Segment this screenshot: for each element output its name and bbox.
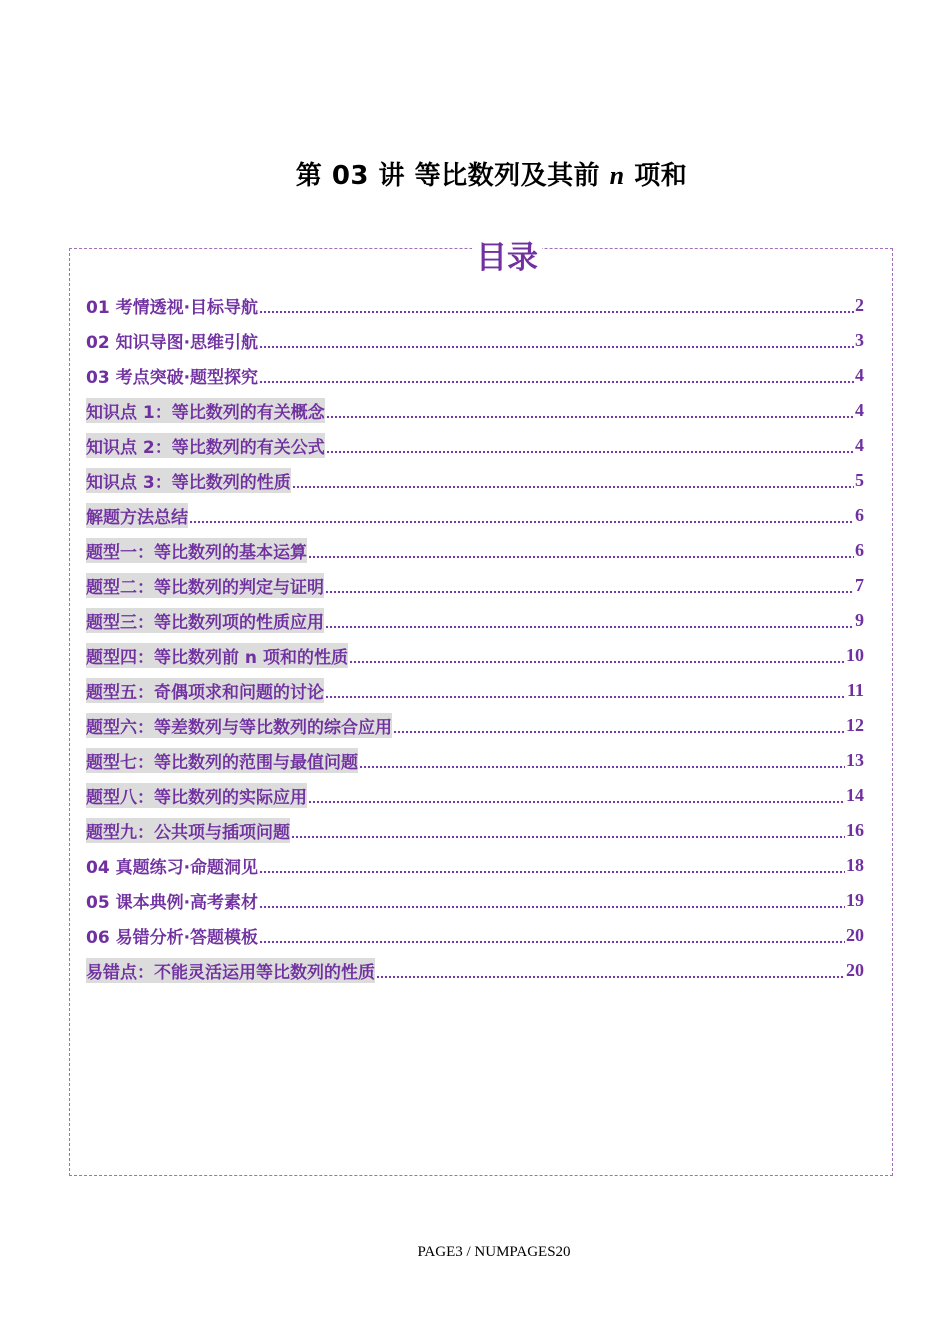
- toc-entry-label[interactable]: 题型九：公共项与插项问题: [86, 818, 290, 843]
- toc-dot-leader: [359, 765, 845, 769]
- toc-entry[interactable]: [86, 428, 864, 463]
- toc-entry-page-number[interactable]: 6: [855, 540, 864, 560]
- toc-entry-page-number[interactable]: 6: [855, 505, 864, 525]
- toc-entry-label[interactable]: 题型二：等比数列的判定与证明: [86, 573, 324, 598]
- toc-dot-leader: [376, 975, 845, 979]
- toc-entry-page-number[interactable]: 20: [846, 925, 864, 945]
- toc-list: [86, 288, 864, 988]
- title-suffix: 项和: [634, 161, 688, 191]
- toc-entry-label[interactable]: 06 易错分析·答题模板: [86, 928, 259, 948]
- title-variable: n: [609, 161, 625, 190]
- toc-entry[interactable]: [86, 393, 864, 428]
- toc-entry[interactable]: [86, 638, 864, 673]
- toc-dot-leader: [291, 835, 845, 839]
- toc-dot-leader: [308, 800, 845, 804]
- toc-entry[interactable]: [86, 883, 864, 918]
- toc-dot-leader: [393, 730, 845, 734]
- toc-entry-label[interactable]: 题型六：等差数列与等比数列的综合应用: [86, 713, 392, 738]
- toc-entry[interactable]: [86, 288, 864, 323]
- toc-entry[interactable]: [86, 498, 864, 533]
- toc-entry-page-number[interactable]: 3: [855, 330, 864, 350]
- toc-entry-label[interactable]: 知识点 1：等比数列的有关概念: [86, 398, 325, 423]
- toc-entry[interactable]: [86, 603, 864, 638]
- toc-entry-label[interactable]: 03 考点突破·题型探究: [86, 368, 259, 388]
- toc-entry-label[interactable]: 题型七：等比数列的范围与最值问题: [86, 748, 358, 773]
- toc-entry-label[interactable]: 知识点 2：等比数列的有关公式: [86, 433, 325, 458]
- toc-heading-text: 目录: [472, 240, 542, 276]
- toc-entry-page-number[interactable]: 11: [846, 680, 864, 700]
- toc-entry-page-number[interactable]: 9: [855, 610, 864, 630]
- toc-entry[interactable]: [86, 533, 864, 568]
- toc-dot-leader: [325, 695, 846, 699]
- toc-heading: [0, 232, 950, 277]
- toc-entry-label[interactable]: 题型四：等比数列前 n 项和的性质: [86, 643, 348, 668]
- toc-entry[interactable]: [86, 463, 864, 498]
- toc-entry-label[interactable]: 题型一：等比数列的基本运算: [86, 538, 307, 563]
- toc-entry-label[interactable]: 题型三：等比数列项的性质应用: [86, 608, 324, 633]
- toc-dot-leader: [308, 555, 854, 559]
- toc-entry-label[interactable]: 05 课本典例·高考素材: [86, 893, 259, 913]
- toc-dot-leader: [326, 415, 854, 419]
- toc-dot-leader: [325, 625, 854, 629]
- toc-entry-page-number[interactable]: 4: [855, 365, 864, 385]
- toc-entry-page-number[interactable]: 2: [855, 295, 864, 315]
- toc-entry-label[interactable]: 02 知识导图·思维引航: [86, 333, 259, 353]
- toc-dot-leader: [259, 870, 845, 874]
- toc-dot-leader: [259, 940, 845, 944]
- toc-entry-label[interactable]: 解题方法总结: [86, 503, 188, 528]
- toc-entry-page-number[interactable]: 13: [846, 750, 864, 770]
- toc-entry-label[interactable]: 题型五：奇偶项求和问题的讨论: [86, 678, 324, 703]
- toc-entry[interactable]: [86, 708, 864, 743]
- toc-dot-leader: [259, 905, 845, 909]
- toc-entry-label[interactable]: 易错点：不能灵活运用等比数列的性质: [86, 958, 375, 983]
- toc-entry[interactable]: [86, 953, 864, 988]
- document-title: [0, 155, 950, 192]
- toc-dot-leader: [349, 660, 845, 664]
- toc-entry-page-number[interactable]: 14: [846, 785, 864, 805]
- toc-entry[interactable]: [86, 813, 864, 848]
- page-footer: PAGE3 / NUMPAGES20: [417, 1244, 571, 1260]
- toc-entry-page-number[interactable]: 4: [855, 435, 864, 455]
- toc-dot-leader: [292, 485, 854, 489]
- toc-entry[interactable]: [86, 778, 864, 813]
- toc-dot-leader: [259, 380, 854, 384]
- toc-entry-page-number[interactable]: 4: [855, 400, 864, 420]
- toc-entry-label[interactable]: 知识点 3：等比数列的性质: [86, 468, 291, 493]
- toc-entry[interactable]: [86, 568, 864, 603]
- toc-entry[interactable]: [86, 323, 864, 358]
- toc-entry-label[interactable]: 04 真题练习·命题洞见: [86, 858, 259, 878]
- toc-entry-page-number[interactable]: 16: [846, 820, 864, 840]
- toc-entry[interactable]: [86, 743, 864, 778]
- toc-dot-leader: [259, 345, 854, 349]
- toc-entry-label[interactable]: 题型八：等比数列的实际应用: [86, 783, 307, 808]
- toc-entry-page-number[interactable]: 20: [846, 960, 864, 980]
- toc-entry-page-number[interactable]: 5: [855, 470, 864, 490]
- toc-entry-page-number[interactable]: 10: [846, 645, 864, 665]
- toc-entry-page-number[interactable]: 18: [846, 855, 864, 875]
- toc-dot-leader: [326, 450, 854, 454]
- toc-entry[interactable]: [86, 848, 864, 883]
- toc-dot-leader: [259, 310, 854, 314]
- toc-entry-label[interactable]: 01 考情透视·目标导航: [86, 298, 259, 318]
- toc-dot-leader: [189, 520, 854, 524]
- toc-entry-page-number[interactable]: 19: [846, 890, 864, 910]
- toc-entry-page-number[interactable]: 7: [855, 575, 864, 595]
- toc-entry[interactable]: [86, 673, 864, 708]
- toc-entry-page-number[interactable]: 12: [846, 715, 864, 735]
- toc-entry[interactable]: [86, 358, 864, 393]
- toc-dot-leader: [325, 590, 854, 594]
- toc-entry[interactable]: [86, 918, 864, 953]
- title-prefix: 第 03 讲 等比数列及其前: [295, 161, 601, 191]
